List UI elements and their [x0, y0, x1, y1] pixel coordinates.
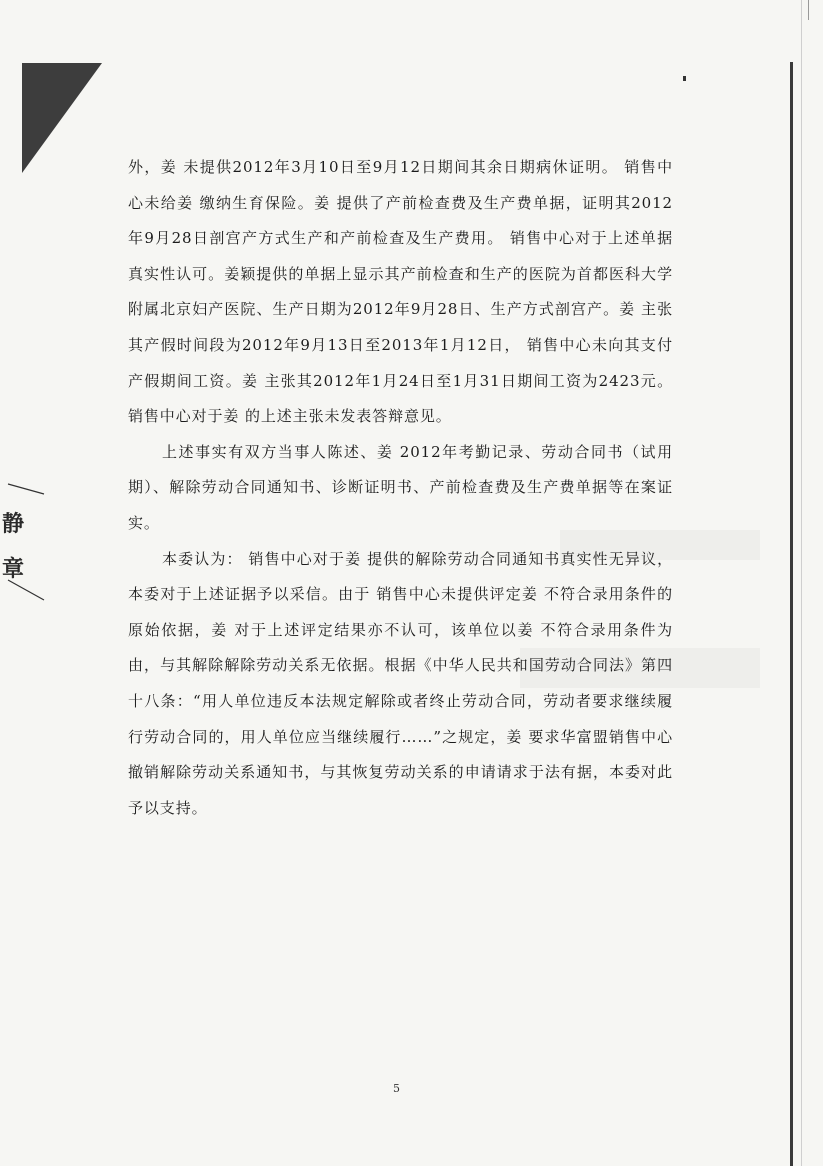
staple-corner-mark	[22, 63, 102, 173]
scan-border-right-thin	[801, 0, 802, 1166]
paragraph-facts: 外，姜 未提供2012年3月10日至9月12日期间其余日期病休证明。 销售中心未给姜 缴纳生育保险。姜 提供了产前检查费及生产费单据，证明其2012年9月28日剖宫产方式生产和产前检查及生产费用。 销售中心对于上述单据真实性认可。姜颖提供的单据上显示其产前检查和生产的医院为首都医科大学附属北京妇产医院、生产日期为2012年9月28日、生产方式剖宫产。姜 主张其产假时间段为2012年9月13日至2013年1月12日， 销售中心未向其支付产假期间工资。姜 主张其2012年1月24日至1月31日期间工资为2423元。 销售中心对于姜 的上述主张未发表答辩意见。	[128, 158, 673, 426]
document-body	[128, 150, 673, 826]
paragraph-evidence: 上述事实有双方当事人陈述、姜 2012年考勤记录、劳动合同书（试用期）、解除劳动合同通知书、诊断证明书、产前检查费及生产费单据等在案证实。	[128, 442, 673, 532]
scan-border-right	[790, 62, 793, 1166]
scan-top-right-line	[808, 0, 809, 20]
scan-dot	[683, 76, 686, 81]
binding-char-1: 静	[2, 511, 25, 537]
page-number: 5	[393, 1082, 400, 1095]
binding-seal-mark	[0, 462, 48, 612]
binding-char-2: 章	[2, 556, 25, 582]
paragraph-ruling: 本委认为： 销售中心对于姜 提供的解除劳动合同通知书真实性无异议，本委对于上述证据予以采信。由于 销售中心未提供评定姜 不符合录用条件的原始依据，姜 对于上述评定结果亦不认可，该单位以姜 不符合录用条件为由，与其解除解除劳动关系无依据。根据《中华人民共和国劳动合同法》第四十八条：“用人单位违反本法规定解除或者终止劳动合同，劳动者要求继续履行劳动合同的，用人单位应当继续履行……”之规定，姜 要求华富盟销售中心撤销解除劳动关系通知书，与其恢复劳动关系的申请请求于法有据，本委对此予以支持。	[128, 549, 673, 817]
